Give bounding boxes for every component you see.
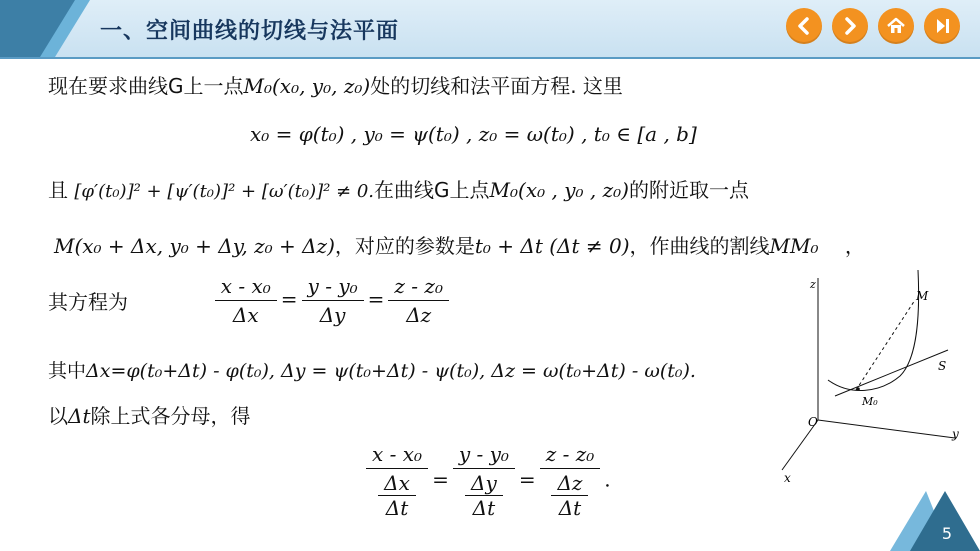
back-button[interactable] bbox=[786, 8, 822, 44]
intro-tail: 处的切线和法平面方程. 这里 bbox=[370, 74, 623, 98]
intro-text: 现在要求曲线G上一点 bbox=[48, 74, 244, 98]
home-icon bbox=[885, 15, 907, 37]
label-z: z bbox=[810, 278, 816, 291]
frac-z: $\frac{\text{z - z₀}}{\Delta z}$ bbox=[388, 274, 449, 327]
text-line-5: 其方程为 $\frac{\text{x - x₀}}{\Delta x}$ = $\frac{\text{y - y₀}}{\Delta y}$ = $\frac{\text{z - z₀}}{\Delta z}$ bbox=[48, 274, 453, 327]
label-m0: M₀ bbox=[862, 395, 878, 408]
final-equation: x - x₀ Δx Δt = y - y₀ Δy Δt = z - z₀ Δz Δt . bbox=[362, 442, 611, 520]
label-o: O bbox=[808, 415, 818, 429]
comma: ， bbox=[844, 234, 865, 258]
point-m: M(x₀ + Δx, y₀ + Δy, z₀ + Δz) bbox=[54, 234, 335, 258]
tangent-line bbox=[835, 350, 948, 396]
final-frac-x: x - x₀ Δx Δt bbox=[366, 442, 428, 520]
delta-defs: Δx=φ(t₀+Δt) - φ(t₀), Δy = ψ(t₀+Δt) - ψ(t₀), Δz = ω(t₀+Δt) - ω(t₀). bbox=[86, 360, 696, 382]
home-button[interactable] bbox=[878, 8, 914, 44]
label-s: S bbox=[938, 359, 947, 373]
final-frac-z: z - z₀ Δz Δt bbox=[540, 442, 601, 520]
label-m: M bbox=[916, 289, 929, 303]
point-m0-2: M₀(x₀ , y₀ , z₀) bbox=[489, 178, 629, 202]
back-icon bbox=[794, 16, 814, 36]
label-y: y bbox=[952, 427, 959, 441]
text-line-7 bbox=[48, 400, 250, 429]
text-line-3 bbox=[48, 174, 749, 203]
param-text: ，对应的参数是 bbox=[334, 234, 475, 258]
curve-figure bbox=[770, 268, 970, 488]
final-frac-y: y - y₀ Δy Δt bbox=[453, 442, 515, 520]
qie-text: 且 bbox=[48, 178, 68, 202]
secant-text: ，作曲线的割线 bbox=[629, 234, 770, 258]
point-m0-dot bbox=[856, 387, 860, 391]
last-icon bbox=[932, 16, 952, 36]
point-m0: M₀(x₀, y₀, z₀) bbox=[243, 74, 371, 98]
nonzero-condition: [φ′(t₀)]² + [ψ′(t₀)]² + [ω′(t₀)]² ≠ 0. bbox=[74, 181, 375, 202]
period: . bbox=[604, 467, 611, 492]
divide-text: 以 bbox=[48, 404, 68, 428]
text-line-6 bbox=[48, 356, 696, 383]
nav-bar bbox=[786, 8, 960, 44]
text-line-4 bbox=[54, 230, 865, 259]
y-axis bbox=[818, 420, 955, 438]
frac-x: $\frac{\text{x - x₀}}{\Delta x}$ bbox=[215, 274, 277, 327]
param-equations: x₀ = φ(t₀) , y₀ = ψ(t₀) , z₀ = ω(t₀) , t₀ ∈ [a , b] bbox=[250, 122, 697, 146]
delta-t: Δt bbox=[68, 404, 91, 428]
curve bbox=[828, 270, 919, 391]
equation-label: 其方程为 bbox=[48, 290, 128, 314]
divide-tail: 除上式各分母，得 bbox=[90, 404, 251, 428]
secant-mm0: MM₀ bbox=[769, 234, 819, 258]
secant-line bbox=[856, 300, 915, 390]
label-x: x bbox=[784, 471, 791, 485]
nearby-text: 的附近取一点 bbox=[628, 178, 749, 202]
forward-icon bbox=[840, 16, 860, 36]
where-text: 其中 bbox=[48, 360, 87, 382]
frac-y: $\frac{\text{y - y₀}}{\Delta y}$ bbox=[302, 274, 364, 327]
slide-title: 一、空间曲线的切线与法平面 bbox=[100, 19, 400, 44]
forward-button[interactable] bbox=[832, 8, 868, 44]
text-line-1 bbox=[48, 70, 623, 99]
param-value: t₀ + Δt (Δt ≠ 0) bbox=[474, 234, 630, 258]
page-number: 5 bbox=[941, 524, 952, 543]
last-page-button[interactable] bbox=[924, 8, 960, 44]
on-curve-text: 在曲线G上点 bbox=[374, 178, 490, 202]
